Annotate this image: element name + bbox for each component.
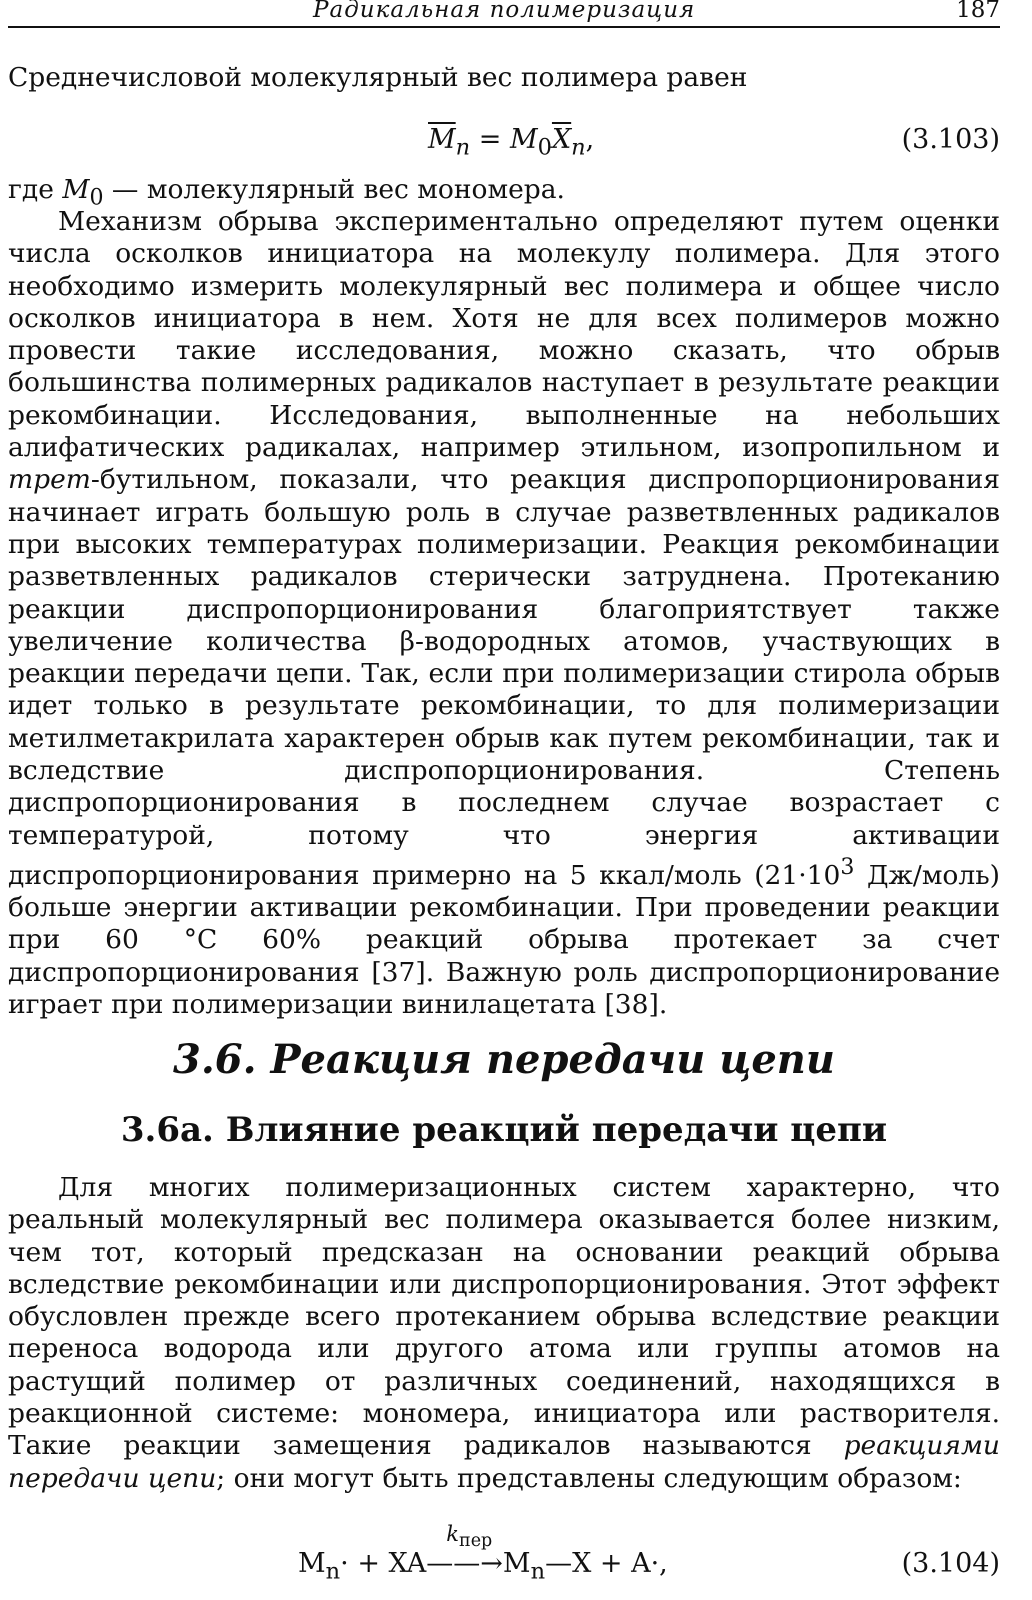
equation-number: (3.104) <box>901 1548 1000 1579</box>
page-number: 187 <box>956 0 1000 23</box>
equation-expression: $M_n\cdot$ + XA $k_{пер}$ $——\to M_n—X + A\cdot$, <box>298 1522 668 1585</box>
equation-expression: $\overline{M}_n = M_0\overline{X}_n$, <box>428 124 595 161</box>
paragraph-intro: Среднечисловой молекулярный вес полимера равен <box>8 62 748 93</box>
running-header <box>8 0 1000 28</box>
equation-3-104 <box>8 1522 1000 1588</box>
subsection-heading: 3.6а. Влияние реакций передачи цепи <box>120 1110 888 1150</box>
paragraph-where: где $M_0$ — молекулярный вес мономера. <box>8 174 565 211</box>
paragraph-chain-transfer: Для многих полимеризационных систем характерно, что реальный молекулярный вес полимера оказывается более низким, чем тот, который предсказан на основании реакций обрыва вследствие рекомбинации или диспропорционирования. Этот эффект обусловлен прежде всего протеканием обрыва вследствие реакции переноса водорода или другого атома или группы атомов на растущий полимер от различных соединений, находящихся в реакционной системе: мономера, инициатора или растворителя. Такие реакции замещения радикалов называются реакциями передачи цепи; они могут быть представлены следующим образом: <box>8 1172 1000 1494</box>
running-title: Радикальная полимеризация <box>313 0 696 23</box>
page <box>8 0 1000 1600</box>
section-heading: 3.6. Реакция передачи цепи <box>173 1036 835 1083</box>
equation-number: (3.103) <box>901 124 1000 155</box>
rate-constant-label: $k_{пер}$ <box>446 1522 493 1552</box>
equation-3-103 <box>8 124 1000 164</box>
paragraph-termination-mechanism: Механизм обрыва экспериментально определяют путем оценки числа осколков инициатора на молекулу полимера. Для этого необходимо измерить молекулярный вес полимера и общее число осколков инициатора в нем. Хотя не для всех полимеров можно провести такие исследования, можно сказать, что обрыв большинства полимерных радикалов наступает в результате реакции рекомбинации. Исследования, выполненные на небольших алифатических радикалах, например этильном, изопропильном и трет-бутильном, показали, что реакция диспропорционирования начинает играть большую роль в случае разветвленных радикалов при высоких температурах полимеризации. Реакция рекомбинации разветвленных радикалов стерически затруднена. Протеканию реакции диспропорционирования благоприятствует также увеличение количества β-водородных атомов, участвующих в реакции передачи цепи. Так, если при полимеризации стирола обрыв идет только в результате рекомбинации, то для полимеризации метилметакрилата характерен обрыв как путем рекомбинации, так и вследствие диспропорционирования. Степень диспропорционирования в последнем случае возрастает с температурой, потому что энергия активации диспропорционирования примерно на 5 ккал/моль ($21\cdot 10^3$ Дж/моль) больше энергии активации рекомбинации. При проведении реакции при 60 °С 60% реакций обрыва протекает за счет диспропорционирования [37]. Важную роль диспропорционирование играет при полимеризации винилацетата [38]. <box>8 206 1000 1020</box>
